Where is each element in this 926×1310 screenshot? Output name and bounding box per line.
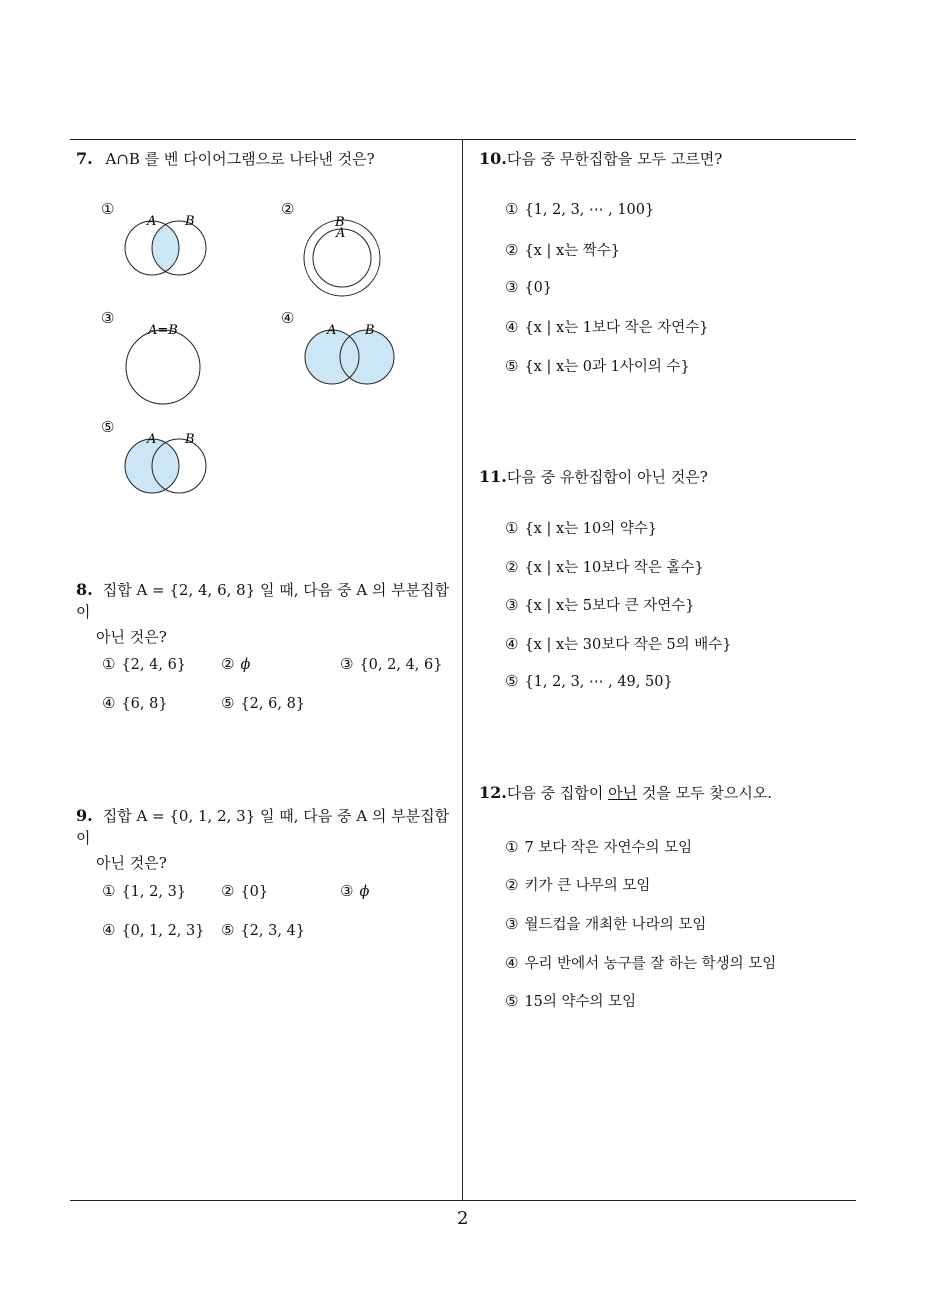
- q11-option-3[interactable]: ③ {x | x는 5보다 큰 자연수}: [505, 596, 695, 614]
- option-text: 우리 반에서 농구를 잘 하는 학생의 모임: [524, 956, 777, 972]
- option-text: 7 보다 작은 자연수의 모임: [524, 840, 693, 856]
- option-text: {1, 2, 3, ⋯ , 49, 50}: [524, 674, 673, 690]
- question-number: 7.: [76, 149, 93, 168]
- venn-diagram-option-3[interactable]: [115, 318, 215, 408]
- question-11: [479, 466, 708, 488]
- option-text: {0, 1, 2, 3}: [121, 923, 205, 939]
- set-label-a: A: [327, 323, 337, 338]
- set-label-b: B: [185, 214, 195, 229]
- question-number: 11.: [479, 467, 507, 486]
- q9-option-4[interactable]: ④ {0, 1, 2, 3}: [102, 921, 205, 939]
- question-text-after: 것을 모두 찾으시오.: [637, 784, 773, 802]
- q10-option-2[interactable]: ② {x | x는 짝수}: [505, 241, 620, 259]
- question-text: A∩B 를 벤 다이어그램으로 나타낸 것은?: [105, 150, 375, 168]
- option-text: {1, 2, 3}: [121, 884, 187, 900]
- question-text-before: 다음 중 집합이: [506, 784, 609, 802]
- question-text-line-2: 아닌 것은?: [96, 854, 167, 872]
- option-text: {2, 6, 8}: [240, 696, 306, 712]
- question-9: [76, 805, 456, 874]
- q12-option-2[interactable]: ② 키가 큰 나무의 모임: [505, 876, 651, 894]
- q7-option-4-marker[interactable]: ④: [281, 309, 295, 327]
- question-12: [479, 782, 772, 804]
- question-text-line-1: 집합 A = {0, 1, 2, 3} 일 때, 다음 중 A 의 부분집합이: [76, 807, 450, 847]
- bottom-rule: [70, 1200, 856, 1201]
- q11-option-5[interactable]: ⑤ {1, 2, 3, ⋯ , 49, 50}: [505, 672, 673, 690]
- q12-option-1[interactable]: ① 7 보다 작은 자연수의 모임: [505, 838, 693, 856]
- set-label-a: A: [336, 226, 346, 241]
- option-text: ϕ: [240, 657, 251, 673]
- q12-option-4[interactable]: ④ 우리 반에서 농구를 잘 하는 학생의 모임: [505, 954, 777, 972]
- option-text: 월드컵을 개최한 나라의 모임: [524, 917, 707, 933]
- venn-diagram-option-2[interactable]: [295, 208, 395, 300]
- page-number: 2: [457, 1208, 469, 1229]
- option-text: {x | x는 짝수}: [524, 243, 620, 259]
- question-number: 10.: [479, 149, 507, 168]
- option-text: {x | x는 1보다 작은 자연수}: [524, 320, 709, 336]
- question-text-line-1: 집합 A = {2, 4, 6, 8} 일 때, 다음 중 A 의 부분집합이: [76, 581, 450, 621]
- question-number: 12.: [479, 783, 507, 802]
- q8-option-5[interactable]: ⑤ {2, 6, 8}: [221, 694, 306, 712]
- option-text: {x | x는 10의 약수}: [524, 521, 658, 537]
- q12-option-5[interactable]: ⑤ 15의 약수의 모임: [505, 992, 637, 1010]
- option-text: {x | x는 10보다 작은 홀수}: [524, 560, 704, 576]
- option-text: {0}: [524, 280, 553, 296]
- venn-diagram-option-5[interactable]: [115, 423, 235, 503]
- q10-option-5[interactable]: ⑤ {x | x는 0과 1사이의 수}: [505, 357, 690, 375]
- question-number: 9.: [76, 806, 93, 825]
- set-label-a: A: [147, 432, 157, 447]
- question-7: [76, 148, 375, 170]
- option-text: {x | x는 30보다 작은 5의 배수}: [524, 637, 732, 653]
- set-label-b: B: [365, 323, 375, 338]
- set-label-a-equals-b: A=B: [148, 323, 178, 338]
- option-text: {x | x는 5보다 큰 자연수}: [524, 598, 695, 614]
- option-text: {0, 2, 4, 6}: [359, 657, 443, 673]
- top-rule: [70, 139, 856, 140]
- column-divider: [462, 139, 463, 1201]
- set-label-b: B: [185, 432, 195, 447]
- q10-option-3[interactable]: ③ {0}: [505, 278, 553, 296]
- question-text: 다음 중 무한집합을 모두 고르면?: [506, 150, 723, 168]
- question-text-underlined: 아닌: [608, 784, 638, 802]
- q8-option-1[interactable]: ① {2, 4, 6}: [102, 655, 187, 673]
- q9-option-2[interactable]: ② {0}: [221, 882, 269, 900]
- q10-option-4[interactable]: ④ {x | x는 1보다 작은 자연수}: [505, 318, 709, 336]
- venn-diagram-option-1[interactable]: [115, 205, 235, 285]
- q7-option-3-marker[interactable]: ③: [101, 309, 115, 327]
- q8-option-2[interactable]: ② ϕ: [221, 655, 251, 673]
- question-8: [76, 579, 456, 648]
- set-label-a: A: [147, 214, 157, 229]
- q11-option-1[interactable]: ① {x | x는 10의 약수}: [505, 519, 658, 537]
- q7-option-5-marker[interactable]: ⑤: [101, 418, 115, 436]
- q7-option-1-marker[interactable]: ①: [101, 200, 115, 218]
- q9-option-1[interactable]: ① {1, 2, 3}: [102, 882, 187, 900]
- option-text: {1, 2, 3, ⋯ , 100}: [524, 202, 655, 218]
- option-text: {x | x는 0과 1사이의 수}: [524, 359, 690, 375]
- q8-option-3[interactable]: ③ {0, 2, 4, 6}: [340, 655, 443, 673]
- set-label-b: B: [335, 215, 345, 230]
- question-text: 다음 중 유한집합이 아닌 것은?: [506, 468, 708, 486]
- q11-option-4[interactable]: ④ {x | x는 30보다 작은 5의 배수}: [505, 635, 732, 653]
- option-text: {0}: [240, 884, 269, 900]
- option-text: 15의 약수의 모임: [524, 994, 637, 1010]
- option-text: {2, 4, 6}: [121, 657, 187, 673]
- venn-diagram-option-4[interactable]: [295, 314, 415, 394]
- q12-option-3[interactable]: ③ 월드컵을 개최한 나라의 모임: [505, 915, 707, 933]
- option-text: {6, 8}: [121, 696, 168, 712]
- question-text-line-2: 아닌 것은?: [96, 628, 167, 646]
- q9-option-3[interactable]: ③ ϕ: [340, 882, 370, 900]
- question-number: 8.: [76, 580, 93, 599]
- q10-option-1[interactable]: ① {1, 2, 3, ⋯ , 100}: [505, 200, 655, 218]
- q7-option-2-marker[interactable]: ②: [281, 200, 295, 218]
- option-text: ϕ: [359, 884, 370, 900]
- q8-option-4[interactable]: ④ {6, 8}: [102, 694, 168, 712]
- question-10: [479, 148, 722, 170]
- option-text: {2, 3, 4}: [240, 923, 306, 939]
- option-text: 키가 큰 나무의 모임: [524, 878, 651, 894]
- q11-option-2[interactable]: ② {x | x는 10보다 작은 홀수}: [505, 558, 704, 576]
- q9-option-5[interactable]: ⑤ {2, 3, 4}: [221, 921, 306, 939]
